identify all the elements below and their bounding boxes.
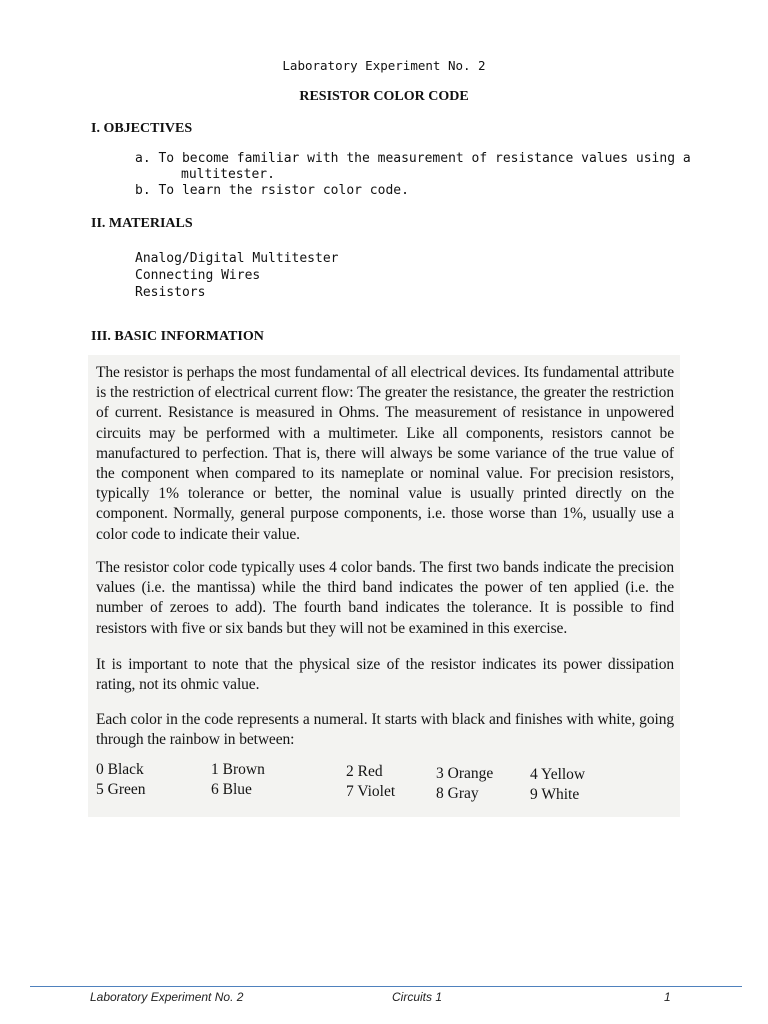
objective-a-line1: a. To become familiar with the measurement of resistance values using a [135, 151, 691, 166]
footer-page-number: 1 [664, 990, 671, 1004]
objective-a-line2: multitester. [181, 167, 275, 182]
paragraph-resistor-intro: The resistor is perhaps the most fundamental of all electrical devices. Its fundamental attribute is the restriction of electrical current flow: The greater the resistance, the greater the restriction of current. Resistance is measured in Ohms. The measurement of resistance in unpowered circuits may be performed with a multimeter. Like all components, resistors cannot be manufactured to perfection. That is, there will always be some variance of the true value of the component when compared to its nameplate or nominal value. For precision resistors, typically 1% tolerance or better, the nominal value is usually printed directly on the component. Normally, general purpose components, i.e. those worse than 1%, usually use a color code to indicate their value. [96, 364, 674, 543]
material-item: Analog/Digital Multitester [135, 251, 339, 266]
color-code-blue: 6 Blue [211, 781, 252, 798]
color-code-orange: 3 Orange [436, 765, 494, 782]
scanned-text-block [88, 355, 680, 817]
color-code-green: 5 Green [96, 781, 146, 798]
material-item: Connecting Wires [135, 268, 261, 283]
basic-information-heading: III. BASIC INFORMATION [91, 329, 264, 344]
footer-course: Circuits 1 [392, 990, 443, 1004]
footer-lab-label: Laboratory Experiment No. 2 [90, 990, 244, 1004]
paragraph-color-numerals: Each color in the code represents a numeral. It starts with black and finishes with white, going through the rainbow in between: [96, 711, 674, 749]
color-code-white: 9 White [530, 786, 580, 803]
footer-rule [30, 986, 742, 987]
objective-b: b. To learn the rsistor color code. [135, 183, 409, 198]
color-code-gray: 8 Gray [436, 785, 479, 802]
color-code-yellow: 4 Yellow [530, 766, 586, 783]
materials-heading: II. MATERIALS [91, 216, 193, 231]
document-title: RESISTOR COLOR CODE [299, 89, 469, 104]
color-code-brown: 1 Brown [211, 761, 265, 778]
color-code-violet: 7 Violet [346, 783, 396, 800]
lab-experiment-label: Laboratory Experiment No. 2 [282, 58, 486, 73]
color-code-red: 2 Red [346, 763, 383, 780]
material-item: Resistors [135, 285, 206, 300]
paragraph-physical-size: It is important to note that the physical size of the resistor indicates its power dissipation rating, not its ohmic value. [96, 656, 674, 694]
color-code-black: 0 Black [96, 761, 144, 778]
objectives-heading: I. OBJECTIVES [91, 121, 193, 136]
paragraph-color-bands: The resistor color code typically uses 4 color bands. The first two bands indicate the precision values (i.e. the mantissa) while the third band indicates the power of ten applied (i.e. the number of zeroes to add). The fourth band indicates the tolerance. It is possible to find resistors with five or six bands but they will not be examined in this exercise. [96, 559, 674, 637]
